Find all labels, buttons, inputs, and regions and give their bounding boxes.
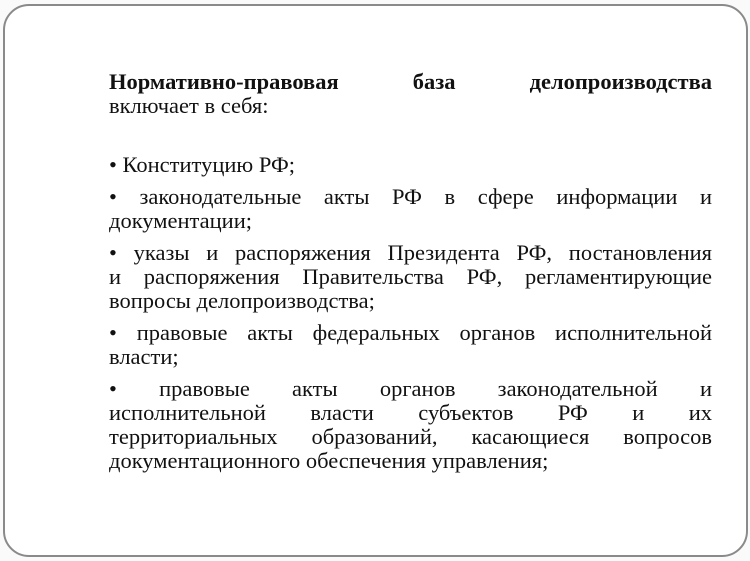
list-item — [109, 153, 712, 177]
slide-body — [109, 70, 712, 473]
list-item-line: документационного обеспечения управления; — [109, 448, 549, 473]
heading-line-1: Нормативно-правовая база делопроизводства — [109, 69, 712, 94]
list-item-line: • указы и распоряжения Президента РФ, постановления — [109, 240, 712, 265]
list-item-line: • Конституцию РФ; — [109, 152, 295, 177]
slide-heading — [109, 70, 712, 118]
slide-frame — [3, 4, 748, 557]
list-item — [109, 241, 712, 313]
list-item-line: территориальных образований, касающиеся вопросов — [109, 424, 712, 449]
list-item-line: • законодательные акты РФ в сфере информации и — [109, 184, 712, 209]
heading-line-2: включает в себя: — [109, 93, 269, 118]
list-item-line: • правовые акты органов законодательной и — [109, 376, 712, 401]
list-item-line: вопросы делопроизводства; — [109, 288, 375, 313]
list-item-line: документации; — [109, 208, 252, 233]
list-item — [109, 185, 712, 233]
list-item-line: и распоряжения Правительства РФ, регламентирующие — [109, 264, 712, 289]
list-item — [109, 321, 712, 369]
list-item-line: • правовые акты федеральных органов исполнительной — [109, 320, 712, 345]
list-item-line: власти; — [109, 344, 179, 369]
list-item — [109, 377, 712, 473]
list-item-line: исполнительной власти субъектов РФ и их — [109, 400, 712, 425]
